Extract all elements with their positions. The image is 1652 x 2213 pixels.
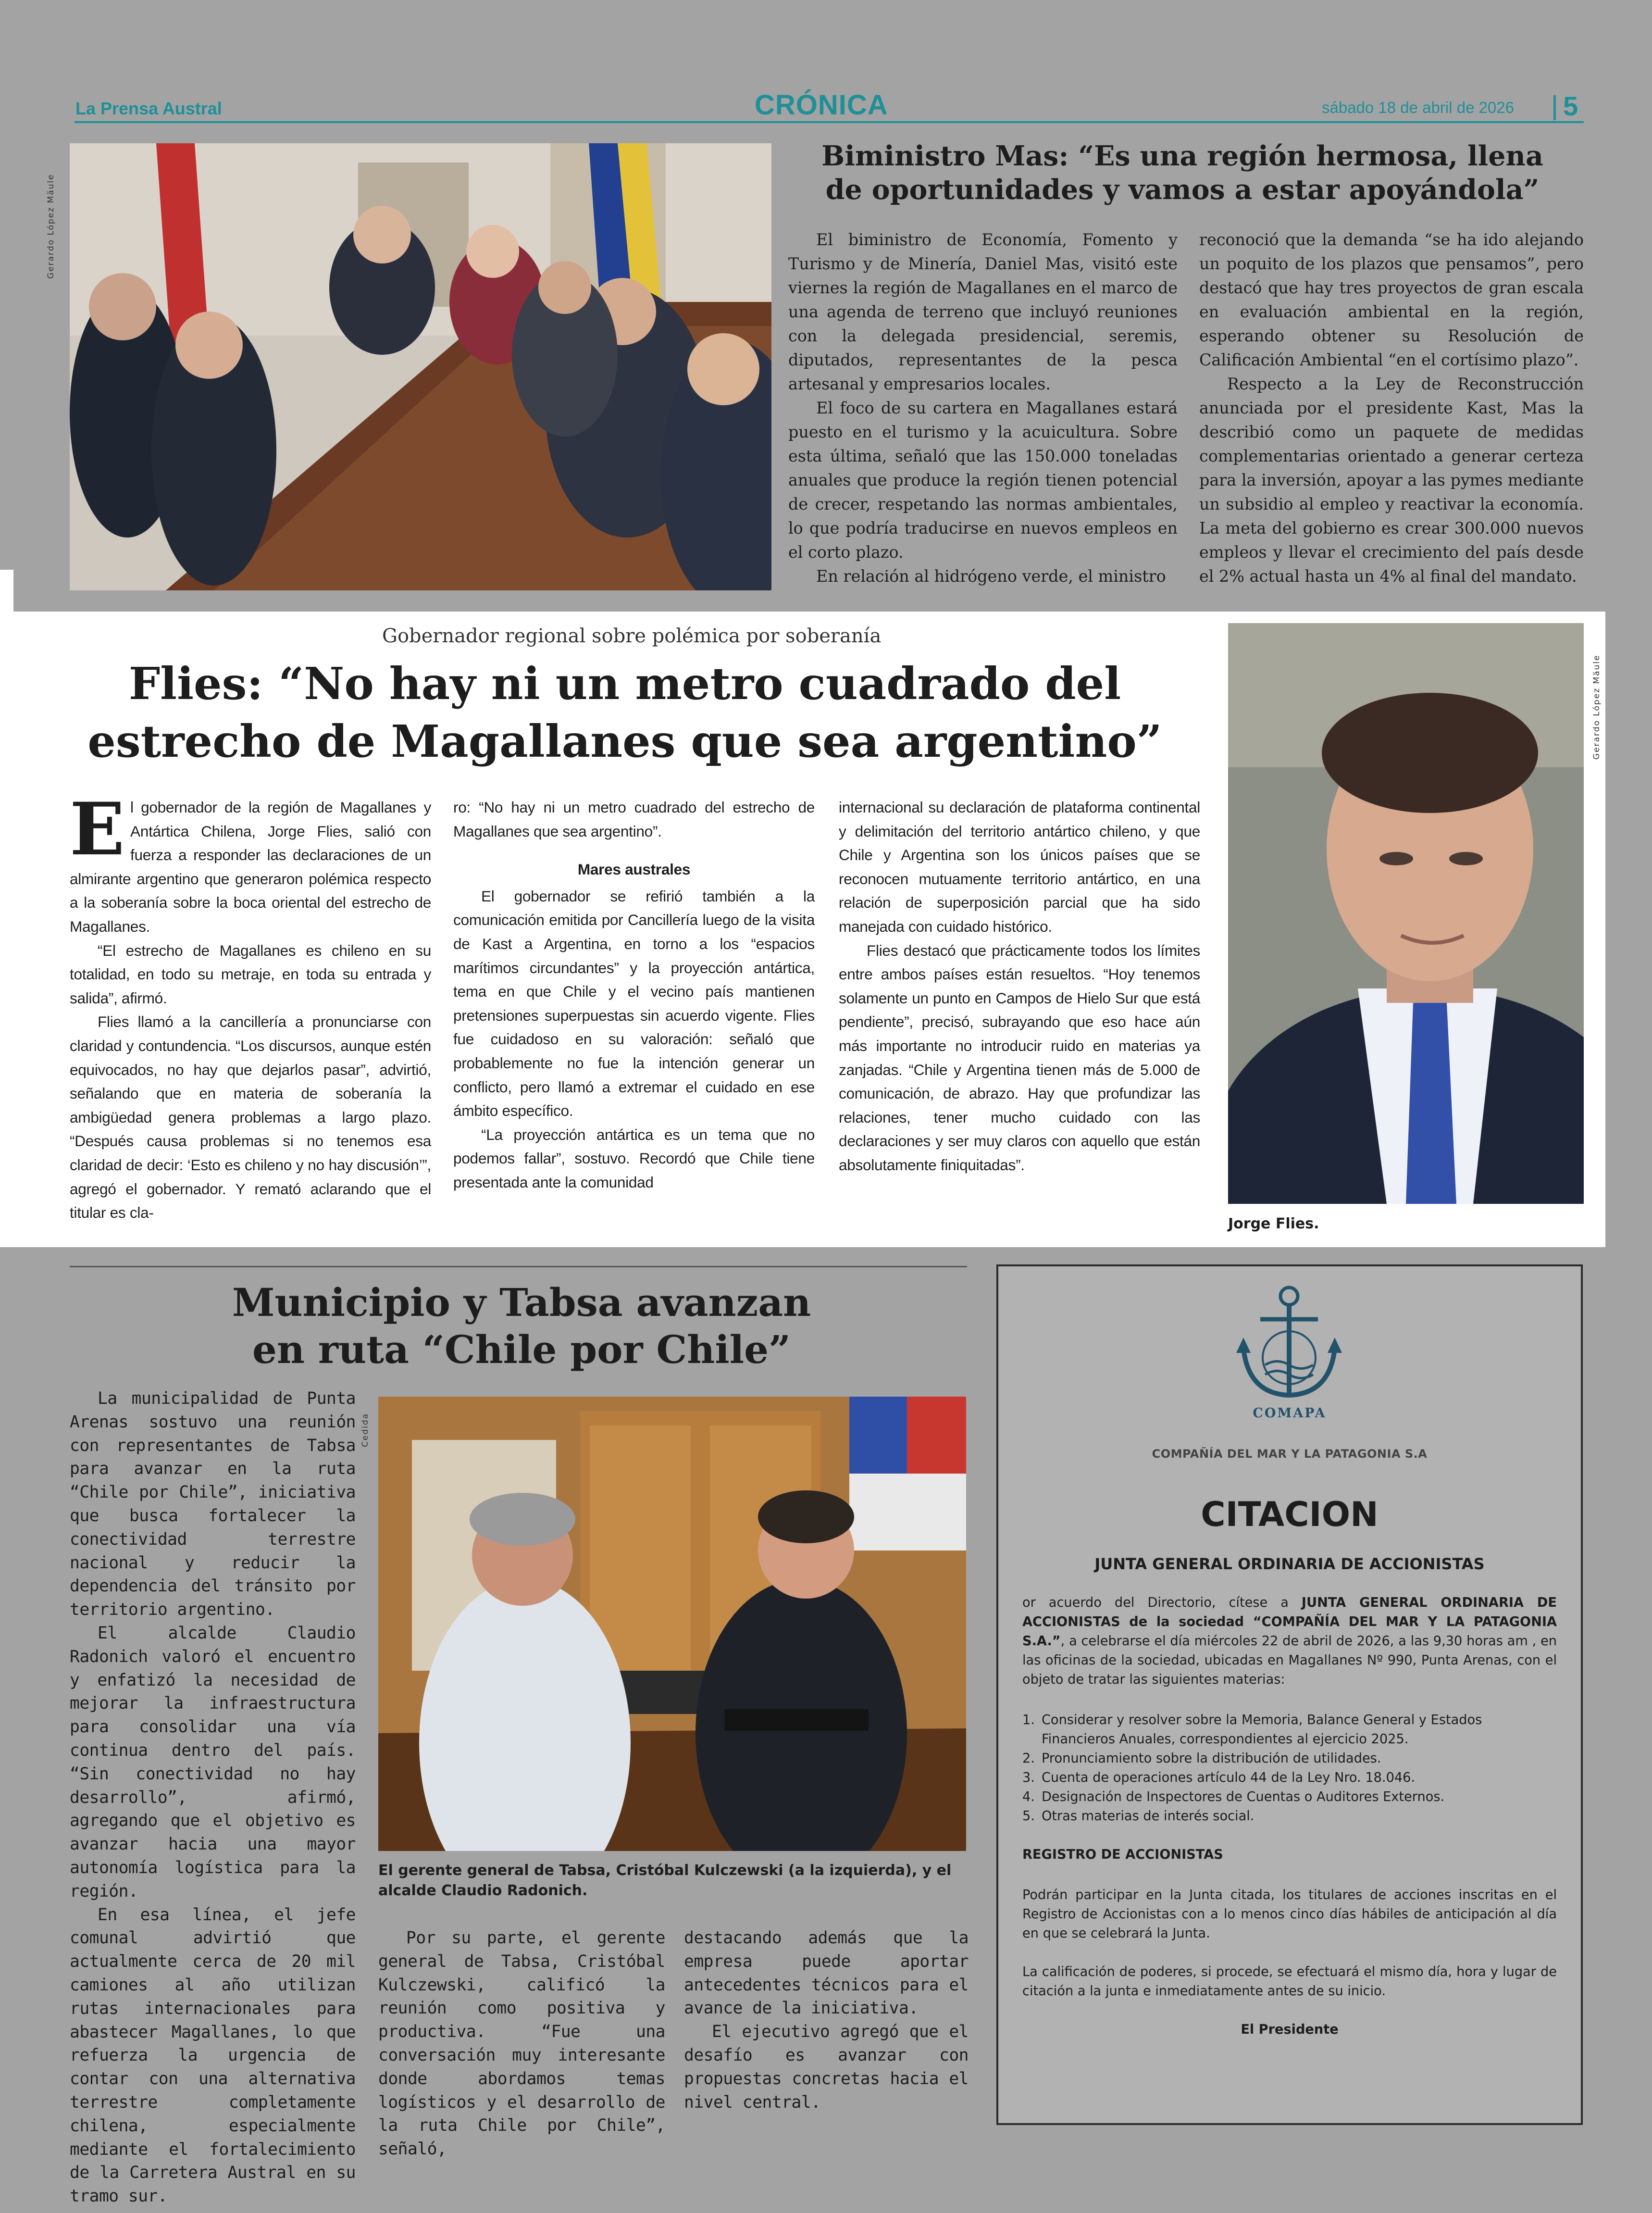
intro-text: or acuerdo del Directorio, cítese a xyxy=(1022,1595,1302,1610)
paragraph: En relación al hidrógeno verde, el ministro xyxy=(816,567,1166,586)
photo-credit: Cedida xyxy=(360,1413,370,1447)
paragraph: La municipalidad de Punta Arenas sostuvo una reunión con representantes de Tabsa para avanzar en la ruta “Chile por Chile”, iniciativa que busca fortalecer la conectividad terrestre nacional y reducir la dependencia del tránsito por territorio argentino. xyxy=(70,1389,356,1620)
article1-column2 xyxy=(1199,228,1584,588)
meeting-photo xyxy=(70,143,771,590)
paragraph: destacando además que la empresa puede aportar antecedentes técnicos para el avance de la iniciativa. xyxy=(684,1928,969,2018)
paragraph: Flies llamó a la cancillería a pronunciarse con claridad y contundencia. “Los discursos, aunque estén equivocados, no hay que dejarlos pasar”, advirtió, señalando que en materia de soberanía la ambigüedad genera problemas a largo plazo. “Después causa problemas si no tenemos esa claridad de decir: ‘Esto es chileno y no hay discusión’”, agregó el gobernador. Y remató aclarando que el titular es cla- xyxy=(70,1013,431,1222)
intro-bold: JUNTA GENERAL ORDINARIA DE ACCIONISTAS de la sociedad “COMPAÑÍA DEL MAR Y LA PATAGONIA S.A.” xyxy=(1022,1595,1557,1649)
photo-credit: Gerardo López Mäule xyxy=(46,174,56,279)
logo-text: COMAPA xyxy=(1253,1406,1327,1421)
article1-headline xyxy=(783,139,1581,207)
list-item xyxy=(1022,1749,1557,1768)
article3-headline xyxy=(221,1279,822,1373)
anchor-logo-icon xyxy=(1231,1281,1347,1401)
intro-paragraph xyxy=(1022,1593,1557,1689)
paragraph: El ejecutivo agregó que el desafío es avanzar con propuestas concretas hacia el nivel central. xyxy=(684,2022,969,2112)
portrait-illustration xyxy=(1228,623,1584,1204)
list-item xyxy=(1022,1768,1557,1788)
section-divider xyxy=(70,1266,967,1267)
notice-body xyxy=(1022,1593,1557,2039)
issue-date: sábado 18 de abril de 2026 xyxy=(1322,99,1514,116)
company-name: COMPAÑÍA DEL MAR Y LA PATAGONIA S.A xyxy=(1152,1447,1428,1461)
page-number: 5 xyxy=(1563,91,1578,121)
article1-headline-line2: de oportunidades y vamos a estar apoyándola” xyxy=(825,174,1540,206)
subhead: Mares australes xyxy=(577,861,691,878)
list-number: 1. xyxy=(1022,1713,1035,1727)
paragraph: “El estrecho de Magallanes es chileno en su totalidad, en todo su metraje, en toda su entrada y salida”, afirmó. xyxy=(70,941,431,1007)
article1-headline-line1: Biministro Mas: “Es una región hermosa, llena xyxy=(821,140,1543,172)
article3-headline-line2: en ruta “Chile por Chile” xyxy=(252,1327,791,1372)
paragraph: El gobernador se refirió también a la comunicación emitida por Cancillería luego de la visita de Kast a Argentina, en torno a los “espacios marítimos circundantes” y la proyección antártica, tema en que Chile y el vecino país mantienen pretensiones superpuestas sin acuerdo vigente. Flies fue cuidadoso en su valoración: señaló que probablemente no fue la intención generar un conflicto, pero llamó a extremar el cuidado en ese ámbito específico. xyxy=(453,887,815,1120)
photo-caption: El gerente general de Tabsa, Cristóbal Kulczewski (a la izquierda), y el alcalde Claudio Radonich. xyxy=(378,1862,952,1899)
article2-column3 xyxy=(839,796,1200,1177)
article3-headline-line1: Municipio y Tabsa avanzan xyxy=(232,1280,811,1325)
paragraph: internacional su declaración de plataforma continental y delimitación del territorio antártico chileno, y que Chile y Argentina son los únicos países que se reconocen mutuamente territorio antártico, en una relación de superposición parcial que ha sido manejada con cuidado histórico. xyxy=(839,799,1200,935)
photo-caption: Jorge Flies. xyxy=(1228,1215,1319,1232)
article2-headline-line1: Flies: “No hay ni un metro cuadrado del xyxy=(128,658,1121,710)
list-text: Considerar y resolver sobre la Memoria, Balance General y Estados Financieros Anuales, correspondientes al ejercicio 2025. xyxy=(1041,1713,1482,1747)
paragraph: Por su parte, el gerente general de Tabsa, Cristóbal Kulczewski, calificó la reunión como positiva y productiva. “Fue una conversación muy interesante donde abordamos temas logísticos y el desarrollo de la ruta Chile por Chile”, señaló, xyxy=(378,1928,665,2159)
list-item xyxy=(1022,1711,1557,1749)
paragraph: ro: “No hay ni un metro cuadrado del estrecho de Magallanes que sea argentino”. xyxy=(453,799,815,840)
proxies-text: La calificación de poderes, si procede, se efectuará el mismo día, hora y lugar de citación a la junta e inmediatamente antes de su inicio. xyxy=(1022,1964,1557,1999)
list-number: 3. xyxy=(1022,1770,1035,1785)
signature: El Presidente xyxy=(1241,2022,1339,2037)
meeting-photo-illustration xyxy=(70,143,771,590)
list-item xyxy=(1022,1807,1557,1826)
article3-column3 xyxy=(684,1926,969,2114)
dropcap: E xyxy=(70,787,125,872)
citation-notice xyxy=(996,1264,1583,2125)
paragraph: “La proyección antártica es un tema que no podemos fallar”, sostuvo. Recordó que Chile tiene presentada ante la comunidad xyxy=(453,1125,815,1191)
notice-subtitle: JUNTA GENERAL ORDINARIA DE ACCIONISTAS xyxy=(1094,1555,1485,1573)
list-number: 5. xyxy=(1022,1809,1035,1824)
list-number: 2. xyxy=(1022,1751,1035,1766)
panel-notch xyxy=(0,570,13,612)
article2-kicker: Gobernador regional sobre polémica por soberanía xyxy=(382,625,882,647)
article3-column2 xyxy=(378,1926,665,2161)
registry-heading: REGISTRO DE ACCIONISTAS xyxy=(1022,1847,1223,1862)
agenda-list xyxy=(1022,1711,1557,1826)
paragraph: reconoció que la demanda “se ha ido alejando un poquito de los plazos que pensamos”, pero destacó que hay tres proyectos de gran escala en evaluación ambiental en la región, esperando obtener su Resolución de Calificación Ambiental “en el cortísimo plazo”. xyxy=(1199,230,1584,369)
article2-column1 xyxy=(70,787,431,1225)
intro-text: , a celebrarse el día miércoles 22 de abril de 2026, a las 9,30 horas am , en las oficinas de la sociedad, ubicadas en Magallanes Nº 990, Punta Arenas, con el objeto de tratar las siguientes materias: xyxy=(1022,1634,1557,1687)
portrait-photo xyxy=(1228,623,1584,1204)
header-date-divider xyxy=(1553,95,1556,120)
article2-headline-line2: estrecho de Magallanes que sea argentino” xyxy=(87,715,1162,767)
masthead: La Prensa Austral xyxy=(75,99,222,118)
article2-column2 xyxy=(453,796,815,1195)
paragraph: El foco de su cartera en Magallanes estará puesto en el turismo y la acuicultura. Sobre esta última, señaló que las 150.000 toneladas anuales que produce la región tienen potencial de crecer, respetando las normas ambientales, lo que podría traducirse en nuevos empleos en el corto plazo. xyxy=(788,399,1178,562)
photo-credit: Gerardo López Mäule xyxy=(1592,654,1602,760)
list-number: 4. xyxy=(1022,1789,1035,1804)
paragraph: El biministro de Economía, Fomento y Turismo y de Minería, Daniel Mas, visitó este viernes la región de Magallanes en el marco de una agenda de terreno que incluyó reuniones con la delegada presidencial, seremis, diputados, representantes de la pesca artesanal y empresarios locales. xyxy=(788,230,1178,393)
article3-column1 xyxy=(70,1387,356,2208)
list-text: Designación de Inspectores de Cuentas o Auditores Externos. xyxy=(1041,1789,1445,1804)
notice-title: CITACION xyxy=(1201,1495,1379,1534)
list-text: Pronunciamiento sobre la distribución de utilidades. xyxy=(1041,1751,1381,1766)
paragraph: Respecto a la Ley de Reconstrucción anunciada por el presidente Kast, Mas la describió como un paquete de medidas complementarias orientado a generar certeza para la inversión, apoyar a las pymes mediante un subsidio al empleo y reactivar la economía. La meta del gobierno es crear 300.000 nuevos empleos y llevar el crecimiento del país desde el 2% actual hasta un 4% al final del mandato. xyxy=(1199,375,1584,586)
paragraph: En esa línea, el jefe comunal advirtió que actualmente cerca de 20 mil camiones al año utilizan rutas internacionales para abastecer Magallanes, lo que refuerza la urgencia de contar con una alternativa terrestre completamente chilena, especialmente mediante el fortalecimiento de la Carretera Austral en su tramo sur. xyxy=(70,1905,356,2206)
list-item xyxy=(1022,1788,1557,1807)
paragraph: Flies destacó que prácticamente todos los límites entre ambos países están resueltos. “Hoy tenemos solamente un punto en Campos de Hielo Sur que está pendiente”, precisó, subrayando que eso hace aún más importante no introducir ruido en materias ya zanjadas. “Chile y Argentina tienen más de 5.000 de comunicación, de abrazo. Hay que profundizar las relaciones, tener mucho cuidado con las declaraciones y ser muy claros con aquello que están absolutamente finiquitadas”. xyxy=(839,941,1200,1174)
list-text: Otras materias de interés social. xyxy=(1041,1809,1255,1824)
paragraph: El alcalde Claudio Radonich valoró el encuentro y enfatizó la necesidad de mejorar la infraestructura para consolidar una vía continua dentro del país. “Sin conectividad no hay desarrollo”, afirmó, agregando que el objetivo es avanzar hacia una mayor autonomía logística para la región. xyxy=(70,1623,356,1901)
tabsa-meeting-photo xyxy=(378,1397,966,1851)
paragraph: l gobernador de la región de Magallanes y Antártica Chilena, Jorge Flies, salió con fuerza a responder las declaraciones de un almirante argentino que generaron polémica respecto a la soberanía sobre la boca oriental del estrecho de Magallanes. xyxy=(70,799,431,935)
registry-text: Podrán participar en la Junta citada, los titulares de acciones inscritas en el Registro de Accionistas con a lo menos cinco días hábiles de anticipación al día en que se celebrará la Junta. xyxy=(1022,1888,1557,1941)
section-title: CRÓNICA xyxy=(755,89,888,121)
list-text: Cuenta de operaciones artículo 44 de la Ley Nro. 18.046. xyxy=(1041,1770,1416,1785)
header-rule xyxy=(75,121,1584,123)
article2-headline xyxy=(72,655,1178,770)
tabsa-photo-illustration xyxy=(378,1397,966,1851)
article1-column1 xyxy=(788,228,1178,588)
